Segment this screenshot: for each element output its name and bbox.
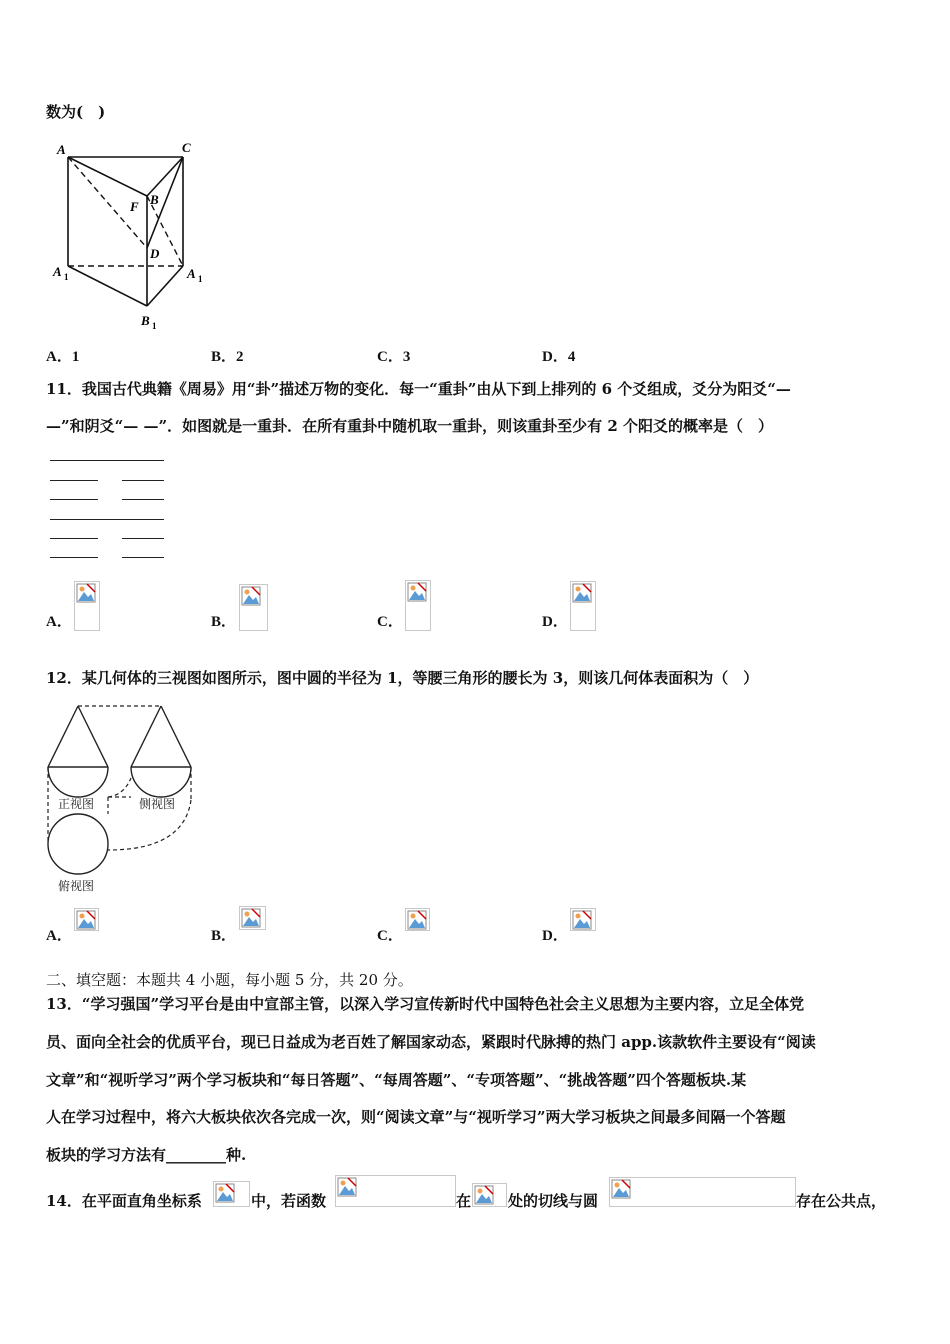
formula-image [335, 1175, 456, 1207]
broken-image-icon [572, 910, 592, 930]
yin-line-left [50, 480, 98, 481]
broken-image-icon [241, 586, 261, 606]
broken-image-icon [337, 1177, 357, 1197]
option-b-image [239, 906, 266, 930]
option-a[interactable]: A． [46, 614, 72, 630]
q14-part5: 存在公共点， [796, 1192, 887, 1210]
formula-image [472, 1183, 507, 1207]
q12-stem: 12．某几何体的三视图如图所示，图中圆的半径为 1，等腰三角形的腰长为 3，则该几何体表面积为（ ） [46, 669, 759, 687]
option-d[interactable]: D． [542, 928, 568, 944]
q14-part4: 处的切线与圆 [508, 1192, 599, 1210]
yin-line-left [50, 538, 98, 539]
label-B1: B [141, 313, 150, 328]
broken-image-icon [572, 583, 592, 603]
top-view-label: 俯视图 [58, 879, 95, 893]
label-F: F [130, 199, 139, 214]
option-a-image [74, 908, 99, 931]
section-heading: 二、填空题：本题共 4 小题，每小题 5 分，共 20 分。 [46, 971, 413, 989]
option-c[interactable]: C． [377, 614, 403, 630]
q13-line1: 13．“学习强国”学习平台是由中宣部主管，以深入学习宣传新时代中国特色社会主义思想为主要内容，立足全体党 [46, 995, 805, 1013]
svg-text:1: 1 [198, 274, 203, 284]
label-C1: A [187, 266, 196, 281]
broken-image-icon [241, 908, 261, 928]
yang-line [50, 519, 164, 520]
label-D: D [150, 246, 160, 261]
yin-line-right [122, 480, 164, 481]
question-fragment: 数为( ) [46, 103, 106, 121]
broken-image-icon [76, 910, 96, 930]
yang-line [50, 460, 164, 461]
label-A1: A [53, 264, 62, 279]
label-B: B [150, 192, 159, 207]
yin-line-right [122, 499, 164, 500]
option-b[interactable]: B．2 [211, 349, 244, 365]
yin-line-left [50, 557, 98, 558]
q11-stem-line1: 11．我国古代典籍《周易》用“卦”描述万物的变化．每一“重卦”由从下到上排列的 6 个爻组成，爻分为阳爻“— [46, 380, 791, 398]
q13-line3: 文章”和“视听学习”两个学习板块和“每日答题”、“每周答题”、“专项答题”、“挑战答题”四个答题板块.某 [46, 1071, 747, 1089]
hexagram-figure [50, 452, 166, 562]
q11-stem-line2: —”和阴爻“— —”．如图就是一重卦．在所有重卦中随机取一重卦，则该重卦至少有 2 个阳爻的概率是（ ） [46, 417, 773, 435]
option-a[interactable]: A．1 [46, 349, 80, 365]
broken-image-icon [76, 583, 96, 603]
broken-image-icon [215, 1183, 235, 1203]
option-d[interactable]: D． [542, 614, 568, 630]
broken-image-icon [611, 1179, 631, 1199]
prism-figure [45, 138, 220, 333]
option-d-image [570, 581, 596, 631]
label-A: A [57, 142, 66, 157]
yin-line-left [50, 499, 98, 500]
option-b[interactable]: B． [211, 614, 237, 630]
side-view-label: 侧视图 [139, 797, 176, 811]
option-d[interactable]: D．4 [542, 349, 576, 365]
formula-image [609, 1177, 796, 1207]
option-c-image [405, 580, 431, 631]
option-d-image [570, 908, 596, 931]
svg-text:1: 1 [64, 272, 69, 282]
q14-part3: 在 [456, 1192, 472, 1210]
option-a-image [74, 581, 100, 631]
broken-image-icon [407, 582, 427, 602]
option-c[interactable]: C．3 [377, 349, 411, 365]
option-b[interactable]: B． [211, 928, 237, 944]
label-C: C [182, 140, 191, 155]
option-a[interactable]: A． [46, 928, 72, 944]
broken-image-icon [407, 910, 427, 930]
q13-line2: 员、面向全社会的优质平台，现已日益成为老百姓了解国家动态，紧跟时代脉搏的热门 app.该款软件主要设有“阅读 [46, 1033, 816, 1051]
q14-part1: 14．在平面直角坐标系 [46, 1192, 202, 1210]
q13-line4: 人在学习过程中，将六大板块依次各完成一次，则“阅读文章”与“视听学习”两大学习板块之间最多间隔一个答题 [46, 1108, 786, 1126]
yin-line-right [122, 557, 164, 558]
yin-line-right [122, 538, 164, 539]
svg-text:1: 1 [152, 321, 157, 331]
formula-image [213, 1181, 250, 1207]
front-view-label: 正视图 [58, 797, 95, 811]
option-b-image [239, 584, 268, 631]
q13-line5: 板块的学习方法有________种. [46, 1146, 247, 1164]
broken-image-icon [474, 1185, 494, 1205]
option-c-image [405, 908, 430, 931]
answer-blank[interactable]: ________ [166, 1146, 227, 1164]
three-view-figure [44, 700, 204, 898]
option-c[interactable]: C． [377, 928, 403, 944]
q14-part2: 中，若函数 [251, 1192, 327, 1210]
